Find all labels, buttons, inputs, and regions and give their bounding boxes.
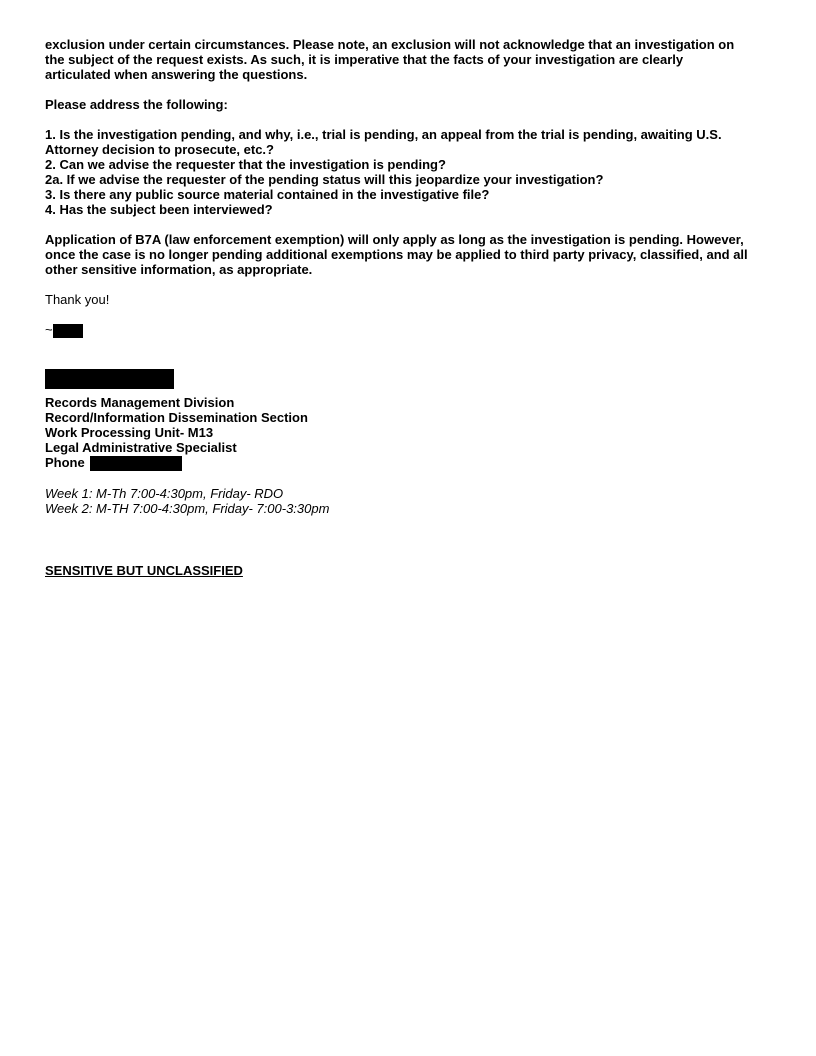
questions-list bbox=[45, 127, 775, 217]
question-line: 3. Is there any public source material contained in the investigative file? bbox=[45, 187, 490, 202]
redaction-block bbox=[90, 456, 182, 471]
question-line: Attorney decision to prosecute, etc.? bbox=[45, 142, 274, 157]
signature-line: Legal Administrative Specialist bbox=[45, 439, 237, 455]
classification-marking: SENSITIVE BUT UNCLASSIFIED bbox=[45, 562, 243, 578]
redaction-block bbox=[53, 324, 83, 338]
phone-line bbox=[45, 455, 775, 471]
signature-line: Record/Information Dissemination Section bbox=[45, 409, 308, 425]
b7a-line: once the case is no longer pending additional exemptions may be applied to third party privacy, classified, and all bbox=[45, 247, 748, 262]
intro-line: articulated when answering the questions. bbox=[45, 67, 308, 82]
b7a-paragraph bbox=[45, 232, 775, 277]
document-page bbox=[45, 37, 775, 578]
signature-block bbox=[45, 395, 775, 471]
question-line: 1. Is the investigation pending, and why, i.e., trial is pending, an appeal from the trial is pending, awaiting U.S. bbox=[45, 127, 722, 142]
signature-line: Work Processing Unit- M13 bbox=[45, 424, 214, 440]
b7a-line: Application of B7A (law enforcement exemption) will only apply as long as the investigation is pending. However, bbox=[45, 232, 744, 247]
signoff-line bbox=[45, 322, 775, 338]
phone-label: Phone bbox=[45, 454, 85, 470]
redaction-block bbox=[45, 369, 174, 389]
schedule-block bbox=[45, 486, 775, 516]
signature-line: Records Management Division bbox=[45, 394, 235, 410]
intro-paragraph bbox=[45, 37, 775, 82]
signoff-tilde: ~ bbox=[45, 322, 53, 337]
b7a-line: other sensitive information, as appropriate. bbox=[45, 262, 313, 277]
address-heading: Please address the following: bbox=[45, 97, 228, 112]
redacted-name bbox=[45, 369, 775, 389]
question-line: 2a. If we advise the requester of the pending status will this jeopardize your investigation? bbox=[45, 172, 604, 187]
schedule-line: Week 1: M-Th 7:00-4:30pm, Friday- RDO bbox=[45, 485, 284, 501]
question-line: 4. Has the subject been interviewed? bbox=[45, 202, 273, 217]
schedule-line: Week 2: M-TH 7:00-4:30pm, Friday- 7:00-3:30pm bbox=[45, 500, 330, 516]
intro-line: exclusion under certain circumstances. Please note, an exclusion will not acknowledge that an investigation on bbox=[45, 37, 735, 52]
thanks-line: Thank you! bbox=[45, 292, 110, 307]
intro-line: the subject of the request exists. As such, it is imperative that the facts of your investigation are clearly bbox=[45, 52, 684, 67]
question-line: 2. Can we advise the requester that the investigation is pending? bbox=[45, 157, 446, 172]
